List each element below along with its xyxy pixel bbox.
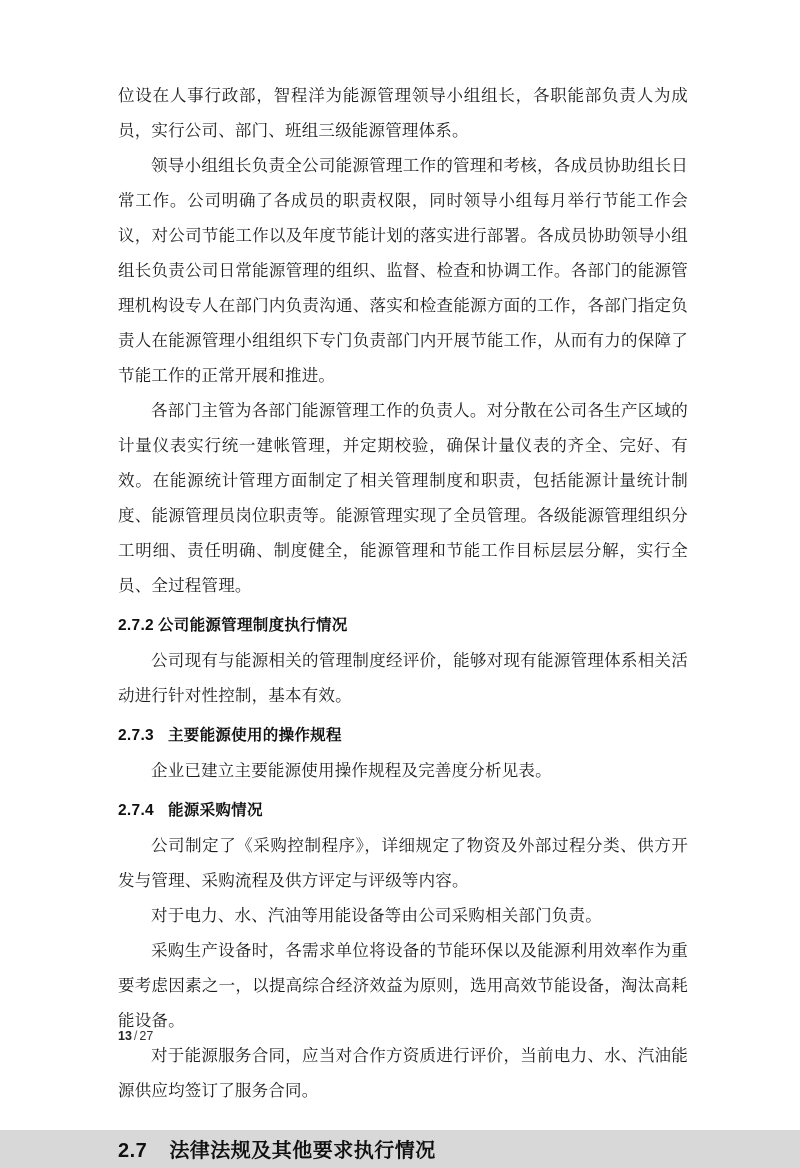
paragraph: 公司制定了《采购控制程序》，详细规定了物资及外部过程分类、供方开发与管理、采购流程及供方评定与评级等内容。 [118, 836, 688, 890]
section-number: 2.7.2 [118, 617, 154, 634]
section-heading-2-7-3 [118, 719, 688, 753]
page-content [118, 78, 688, 1168]
paragraph: 领导小组组长负责全公司能源管理工作的管理和考核，各成员协助组长日常工作。公司明确了各成员的职责权限，同时领导小组每月举行节能工作会议，对公司节能工作以及年度节能计划的落实进行部署。各成员协助领导小组组长负责公司日常能源管理的组织、监督、检查和协调工作。各部门的能源管理机构设专人在部门内负责沟通、落实和检查能源方面的工作，各部门指定负责人在能源管理小组组织下专门负责部门内开展节能工作，从而有力的保障了节能工作的正常开展和推进。 [118, 156, 688, 385]
paragraph: 各部门主管为各部门能源管理工作的负责人。对分散在公司各生产区域的计量仪表实行统一建帐管理，并定期校验，确保计量仪表的齐全、完好、有效。在能源统计管理方面制定了相关管理制度和职责，包括能源计量统计制度、能源管理员岗位职责等。能源管理实现了全员管理。各级能源管理组织分工明细、责任明确、制度健全，能源管理和节能工作目标层层分解，实行全员、全过程管理。 [118, 401, 688, 595]
section-heading-2-7-4 [118, 794, 688, 828]
page-footer [118, 1029, 153, 1043]
chapter-number: 2.7 [118, 1140, 148, 1162]
chapter-heading-2-7 [118, 1134, 688, 1168]
paragraph: 公司现有与能源相关的管理制度经评价，能够对现有能源管理体系相关活动进行针对性控制，基本有效。 [118, 651, 688, 705]
section-number: 2.7.3 [118, 727, 154, 744]
section-title: 公司能源管理制度执行情况 [157, 617, 348, 634]
paragraph: 对于电力、水、汽油等用能设备等由公司采购相关部门负责。 [151, 906, 602, 925]
footer-separator: / [133, 1029, 138, 1043]
chapter-title: 法律法规及其他要求执行情况 [169, 1140, 436, 1162]
footer-total-pages: 27 [139, 1029, 154, 1043]
paragraph: 位设在人事行政部，智程洋为能源管理领导小组组长，各职能部负责人为成员，实行公司、部门、班组三级能源管理体系。 [118, 86, 688, 140]
section-title: 能源采购情况 [167, 802, 263, 819]
footer-current-page: 13 [118, 1029, 132, 1043]
section-number: 2.7.4 [118, 802, 154, 819]
section-heading-2-7-2 [118, 609, 688, 643]
paragraph: 采购生产设备时，各需求单位将设备的节能环保以及能源利用效率作为重要考虑因素之一，以提高综合经济效益为原则，选用高效节能设备，淘汰高耗能设备。 [118, 941, 688, 1030]
section-title: 主要能源使用的操作规程 [167, 727, 342, 744]
paragraph: 对于能源服务合同，应当对合作方资质进行评价，当前电力、水、汽油能源供应均签订了服务合同。 [118, 1046, 688, 1100]
paragraph: 企业已建立主要能源使用操作规程及完善度分析见表。 [151, 761, 552, 780]
